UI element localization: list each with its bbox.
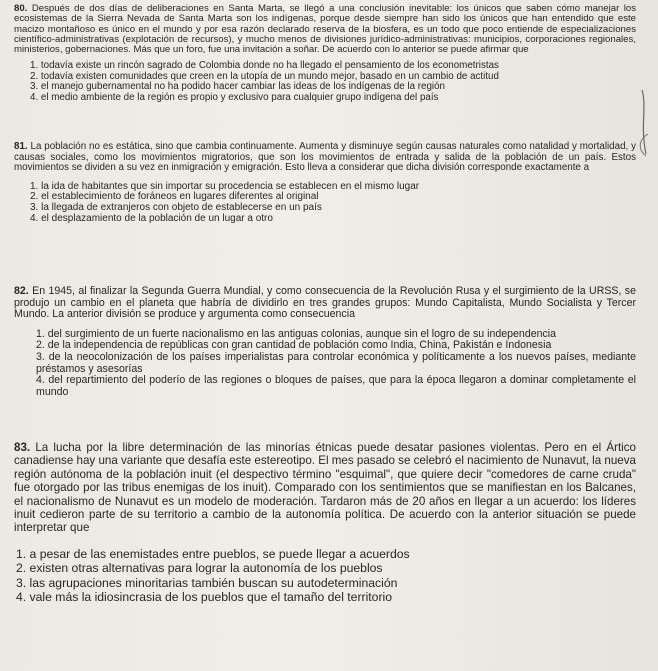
- options-list: [14, 182, 636, 224]
- question-stem: [14, 286, 636, 321]
- handwritten-mark-icon: [634, 132, 654, 160]
- option-1[interactable]: 1. todavía existe un rincón sagrado de Colombia donde no ha llegado el pensamiento de los econometristas: [30, 60, 499, 72]
- option-1[interactable]: 1. a pesar de las enemistades entre pueblos, se puede llegar a acuerdos: [16, 546, 410, 561]
- option-3[interactable]: 3. el manejo gubernamental no ha podido hacer cambiar las ideas de los indígenas de la región: [30, 81, 446, 93]
- question-text: La lucha por la libre determinación de las minorías étnicas puede desatar pasiones violentas. Pero en el Ártico canadiense hay una variante que desafía este estereotipo. El mes pasado se celebró el nacimiento de Nunavut, la nueva región autónoma de la población inuit (el despectivo término "esquimal", que quiere decir "comedores de carne cruda" fue otorgado por las tribus enemigas de los inuit). Comparado con los sentimientos que se manifiestan en los Balcanes, el nacionalismo de Nunavut es un modelo de moderación. Tardaron más de 20 años en llegar a un acuerdo: los líderes inuit cedieron parte de su territorio a cambio de la autonomía política. De acuerdo con la anterior situación se puede interpretar que: [14, 441, 636, 535]
- option-1[interactable]: 1. la ida de habitantes que sin importar su procedencia se establecen en el mismo lugar: [30, 180, 420, 192]
- question-text: La población no es estática, sino que cambia continuamente. Aumenta y disminuye según causas naturales como natalidad y mortalidad, y causas sociales, como los movimientos migratorios, que son los movimientos de entrada y salida de la población de un país. Estos movimientos se dividen a su vez en inmigración y emigración. Esto lleva a considerar que dicha división corresponde exactamente a: [14, 141, 636, 174]
- option-4[interactable]: 4. del repartimiento del poderío de las regiones o bloques de países, que para la época llegaron a dominar completamente el mundo: [36, 374, 636, 398]
- option-3[interactable]: 3. las agrupaciones minoritarias también buscan su autodeterminación: [16, 575, 398, 590]
- option-2[interactable]: 2. de la independencia de repúblicas con gran cantidad de población como India, China, Pakistán e Indonesia: [36, 339, 552, 352]
- option-3[interactable]: 3. de la neocolonización de los países imperialistas para controlar económica y políticamente a los nuevos países, mediante préstamos y asesorías: [36, 350, 636, 375]
- question-number: 81.: [14, 141, 28, 152]
- option-2[interactable]: 2. existen otras alternativas para lograr la autonomía de los pueblos: [16, 561, 383, 576]
- question-text: En 1945, al finalizar la Segunda Guerra Mundial, y como consecuencia de la Revolución Rusa y el surgimiento de la URSS, se produjo un cambio en el planeta que habría de dividirlo en tres grandes grupos: Mundo Capitalista, Mundo Socialista y Tercer Mundo. La anterior división se produce y argumenta como consecuencia: [14, 285, 636, 321]
- options-list: [14, 329, 636, 399]
- option-4[interactable]: 4. el medio ambiente de la región es propio y exclusivo para cualquier grupo indígena del país: [30, 91, 439, 103]
- option-3[interactable]: 3. la llegada de extranjeros con objeto de establecerse en un país: [30, 201, 322, 213]
- option-2[interactable]: 2. el establecimiento de foráneos en lugares diferentes al original: [30, 191, 319, 203]
- question-number: 82.: [14, 285, 29, 297]
- option-4[interactable]: 4. vale más la idiosincrasia de los pueblos que el tamaño del territorio: [16, 590, 392, 605]
- question-number: 80.: [14, 3, 28, 14]
- option-1[interactable]: 1. del surgimiento de un fuerte nacionalismo en las antiguas colonias, aunque sin el logro de su independencia: [36, 327, 557, 340]
- options-list: [14, 61, 636, 103]
- question-stem: [14, 142, 636, 174]
- option-2[interactable]: 2. todavía existen comunidades que creen en la utopía de un mundo mejor, basado en un cambio de actitud: [30, 70, 499, 82]
- question-80: [14, 4, 636, 103]
- question-text: Después de dos días de deliberaciones en Santa Marta, se llegó a una conclusión inevitable: los únicos que saben cómo manejar los ecosistemas de la Sierra Nevada de Santa Marta son los indígenas, porque desde siempre han sido los únicos que han entendido que este macizo montañoso es único en el mundo y por esa razón declarado reserva de la biosfera, es un todo que poco entiende de especializaciones científico-administrativas (explotación de recursos), y mucho menos de divisiones jurídico-administrativas: municipios, corporaciones regionales, ministerios, gobernaciones. Más que un foro, fue una invitación a soñar. De acuerdo con lo anterior se puede afirmar que: [14, 3, 636, 56]
- question-stem: [14, 4, 636, 55]
- question-82: [14, 286, 636, 398]
- question-83: [14, 441, 636, 604]
- option-4[interactable]: 4. el desplazamiento de la población de un lugar a otro: [30, 212, 273, 224]
- question-stem: [14, 441, 636, 535]
- options-list: [14, 547, 636, 605]
- question-number: 83.: [14, 441, 31, 454]
- question-81: [14, 142, 636, 224]
